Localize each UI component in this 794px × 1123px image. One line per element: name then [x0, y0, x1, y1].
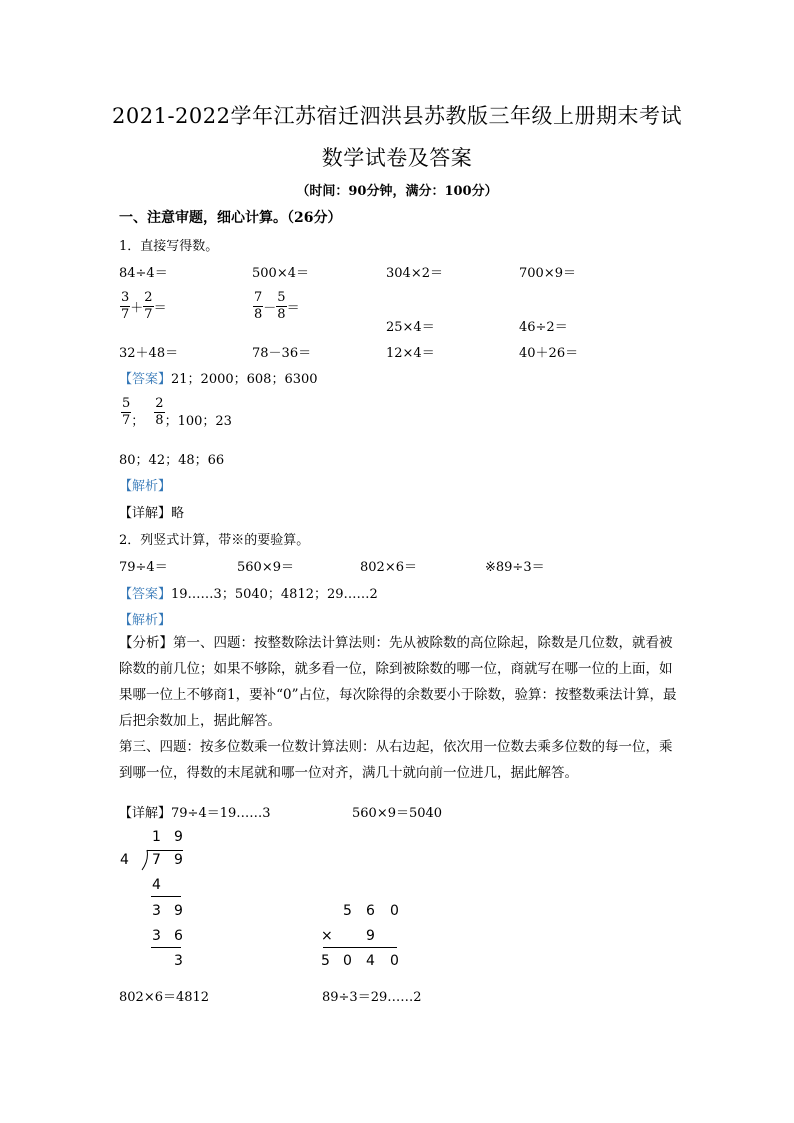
detail-line — [119, 502, 184, 521]
division-bar — [147, 850, 183, 851]
fraction-problem — [120, 290, 167, 323]
problem: 560×9＝ — [237, 560, 294, 575]
detail-label: 【详解】 — [119, 806, 172, 821]
equals: ＝ — [286, 301, 300, 316]
question-2-prompt: 2．列竖式计算，带※的要验算。 — [119, 533, 310, 548]
exam-info: （时间：90分钟，满分：100分） — [296, 184, 498, 199]
step-digit: 9 — [174, 903, 183, 919]
fraction: $\frac{3}{7}$ — [121, 290, 130, 322]
problem: 46÷2＝ — [519, 320, 568, 335]
problem: 40＋26＝ — [519, 346, 579, 361]
divisor: 4 — [120, 852, 129, 868]
multiplicand-digit: 6 — [366, 903, 375, 919]
problem: 500×4＝ — [252, 266, 309, 281]
answer-label: 【答案】 — [119, 587, 172, 602]
fraction: $\frac{2}{8}$ — [155, 396, 164, 428]
step-line — [151, 896, 181, 897]
separator: ； — [164, 414, 178, 429]
detail-equation: 802×6＝4812 — [119, 990, 210, 1005]
fraction: $\frac{7}{8}$ — [254, 290, 263, 322]
product-digit: 0 — [343, 953, 352, 969]
answer-text: 100；23 — [177, 414, 232, 429]
dividend-digit: 7 — [152, 852, 161, 868]
answer-text: 19……3；5040；4812；29……2 — [171, 587, 378, 602]
problem: ※89÷3＝ — [485, 560, 545, 575]
quotient-digit: 1 — [152, 829, 161, 845]
document-title: 2021-2022学年江苏宿迁泗洪县苏教版三年级上册期末考试 — [112, 104, 682, 128]
problem: 25×4＝ — [386, 320, 435, 335]
step-digit: 4 — [152, 877, 161, 893]
detail-label: 【详解】 — [119, 506, 172, 521]
problem: 304×2＝ — [386, 266, 443, 281]
analysis-label: 【解析】 — [119, 479, 172, 494]
step-line — [151, 947, 181, 948]
question-1-prompt: 1．直接写得数。 — [119, 239, 219, 254]
detail-line — [119, 802, 271, 821]
dividend-digit: 9 — [174, 852, 183, 868]
detail-equation: 560×9＝5040 — [352, 806, 443, 821]
detail-text: 略 — [171, 506, 185, 521]
product-line — [323, 947, 397, 948]
problem: 32＋48＝ — [119, 346, 179, 361]
answer-label: 【答案】 — [119, 372, 172, 387]
section-heading: 一、注意审题，细心计算。（26分） — [119, 210, 342, 226]
step-digit: 3 — [152, 903, 161, 919]
fraction: $\frac{5}{7}$ — [122, 396, 131, 428]
separator: ； — [131, 414, 145, 429]
equals: ＝ — [153, 301, 167, 316]
problem: 78－36＝ — [252, 346, 312, 361]
answer-line — [119, 368, 318, 387]
answer-line: 80；42；48；66 — [119, 453, 225, 468]
problem: 79÷4＝ — [119, 560, 168, 575]
multiplicand-digit: 0 — [390, 903, 399, 919]
document-subtitle: 数学试卷及答案 — [321, 146, 473, 170]
problem: 700×9＝ — [519, 266, 576, 281]
answer-text: 21；2000；608；6300 — [171, 372, 318, 387]
step-digit: 3 — [152, 928, 161, 944]
problem: 84÷4＝ — [119, 266, 168, 281]
detail-equation: 89÷3＝29……2 — [322, 990, 422, 1005]
analysis-label: 【解析】 — [119, 613, 172, 628]
analysis-paragraph — [119, 630, 679, 734]
operator: ＋ — [130, 301, 144, 316]
product-digit: 0 — [390, 953, 399, 969]
answer-line — [119, 583, 378, 602]
problem: 802×6＝ — [360, 560, 417, 575]
remainder: 3 — [174, 953, 183, 969]
quotient-digit: 9 — [174, 829, 183, 845]
fraction-problem — [253, 290, 300, 323]
step-digit: 6 — [174, 928, 183, 944]
analysis-paragraph: 第三、四题：按多位数乘一位数计算法则：从右边起，依次用一位数去乘多位数的每一位，乘到哪一位，得数的末尾就和哪一位对齐，满几十就向前一位进几，据此解答。 — [119, 739, 673, 781]
multiply-sign: × — [321, 928, 333, 944]
product-digit: 4 — [366, 953, 375, 969]
analysis-intro-label: 【分析】 — [119, 635, 173, 651]
detail-equation: 79÷4＝19……3 — [171, 806, 271, 821]
fraction: $\frac{2}{7}$ — [144, 290, 153, 322]
division-bracket — [141, 849, 149, 871]
multiplier-digit: 9 — [366, 928, 375, 944]
fraction: $\frac{5}{8}$ — [277, 290, 286, 322]
answer-fractions — [121, 396, 232, 429]
product-digit: 5 — [321, 953, 330, 969]
operator: － — [263, 301, 277, 316]
multiplicand-digit: 5 — [343, 903, 352, 919]
problem: 12×4＝ — [386, 346, 435, 361]
analysis-text: 第一、四题：按整数除法计算法则：先从被除数的高位除起，除数是几位数，就看被除数的前几位；如果不够除，就多看一位，除到被除数的哪一位，商就写在哪一位的上面，如果哪一位上不够商1，要补“0”占位，每次除得的余数要小于除数，验算：按整数乘法计算，最后把余数加上，据此解答。 — [119, 635, 677, 729]
